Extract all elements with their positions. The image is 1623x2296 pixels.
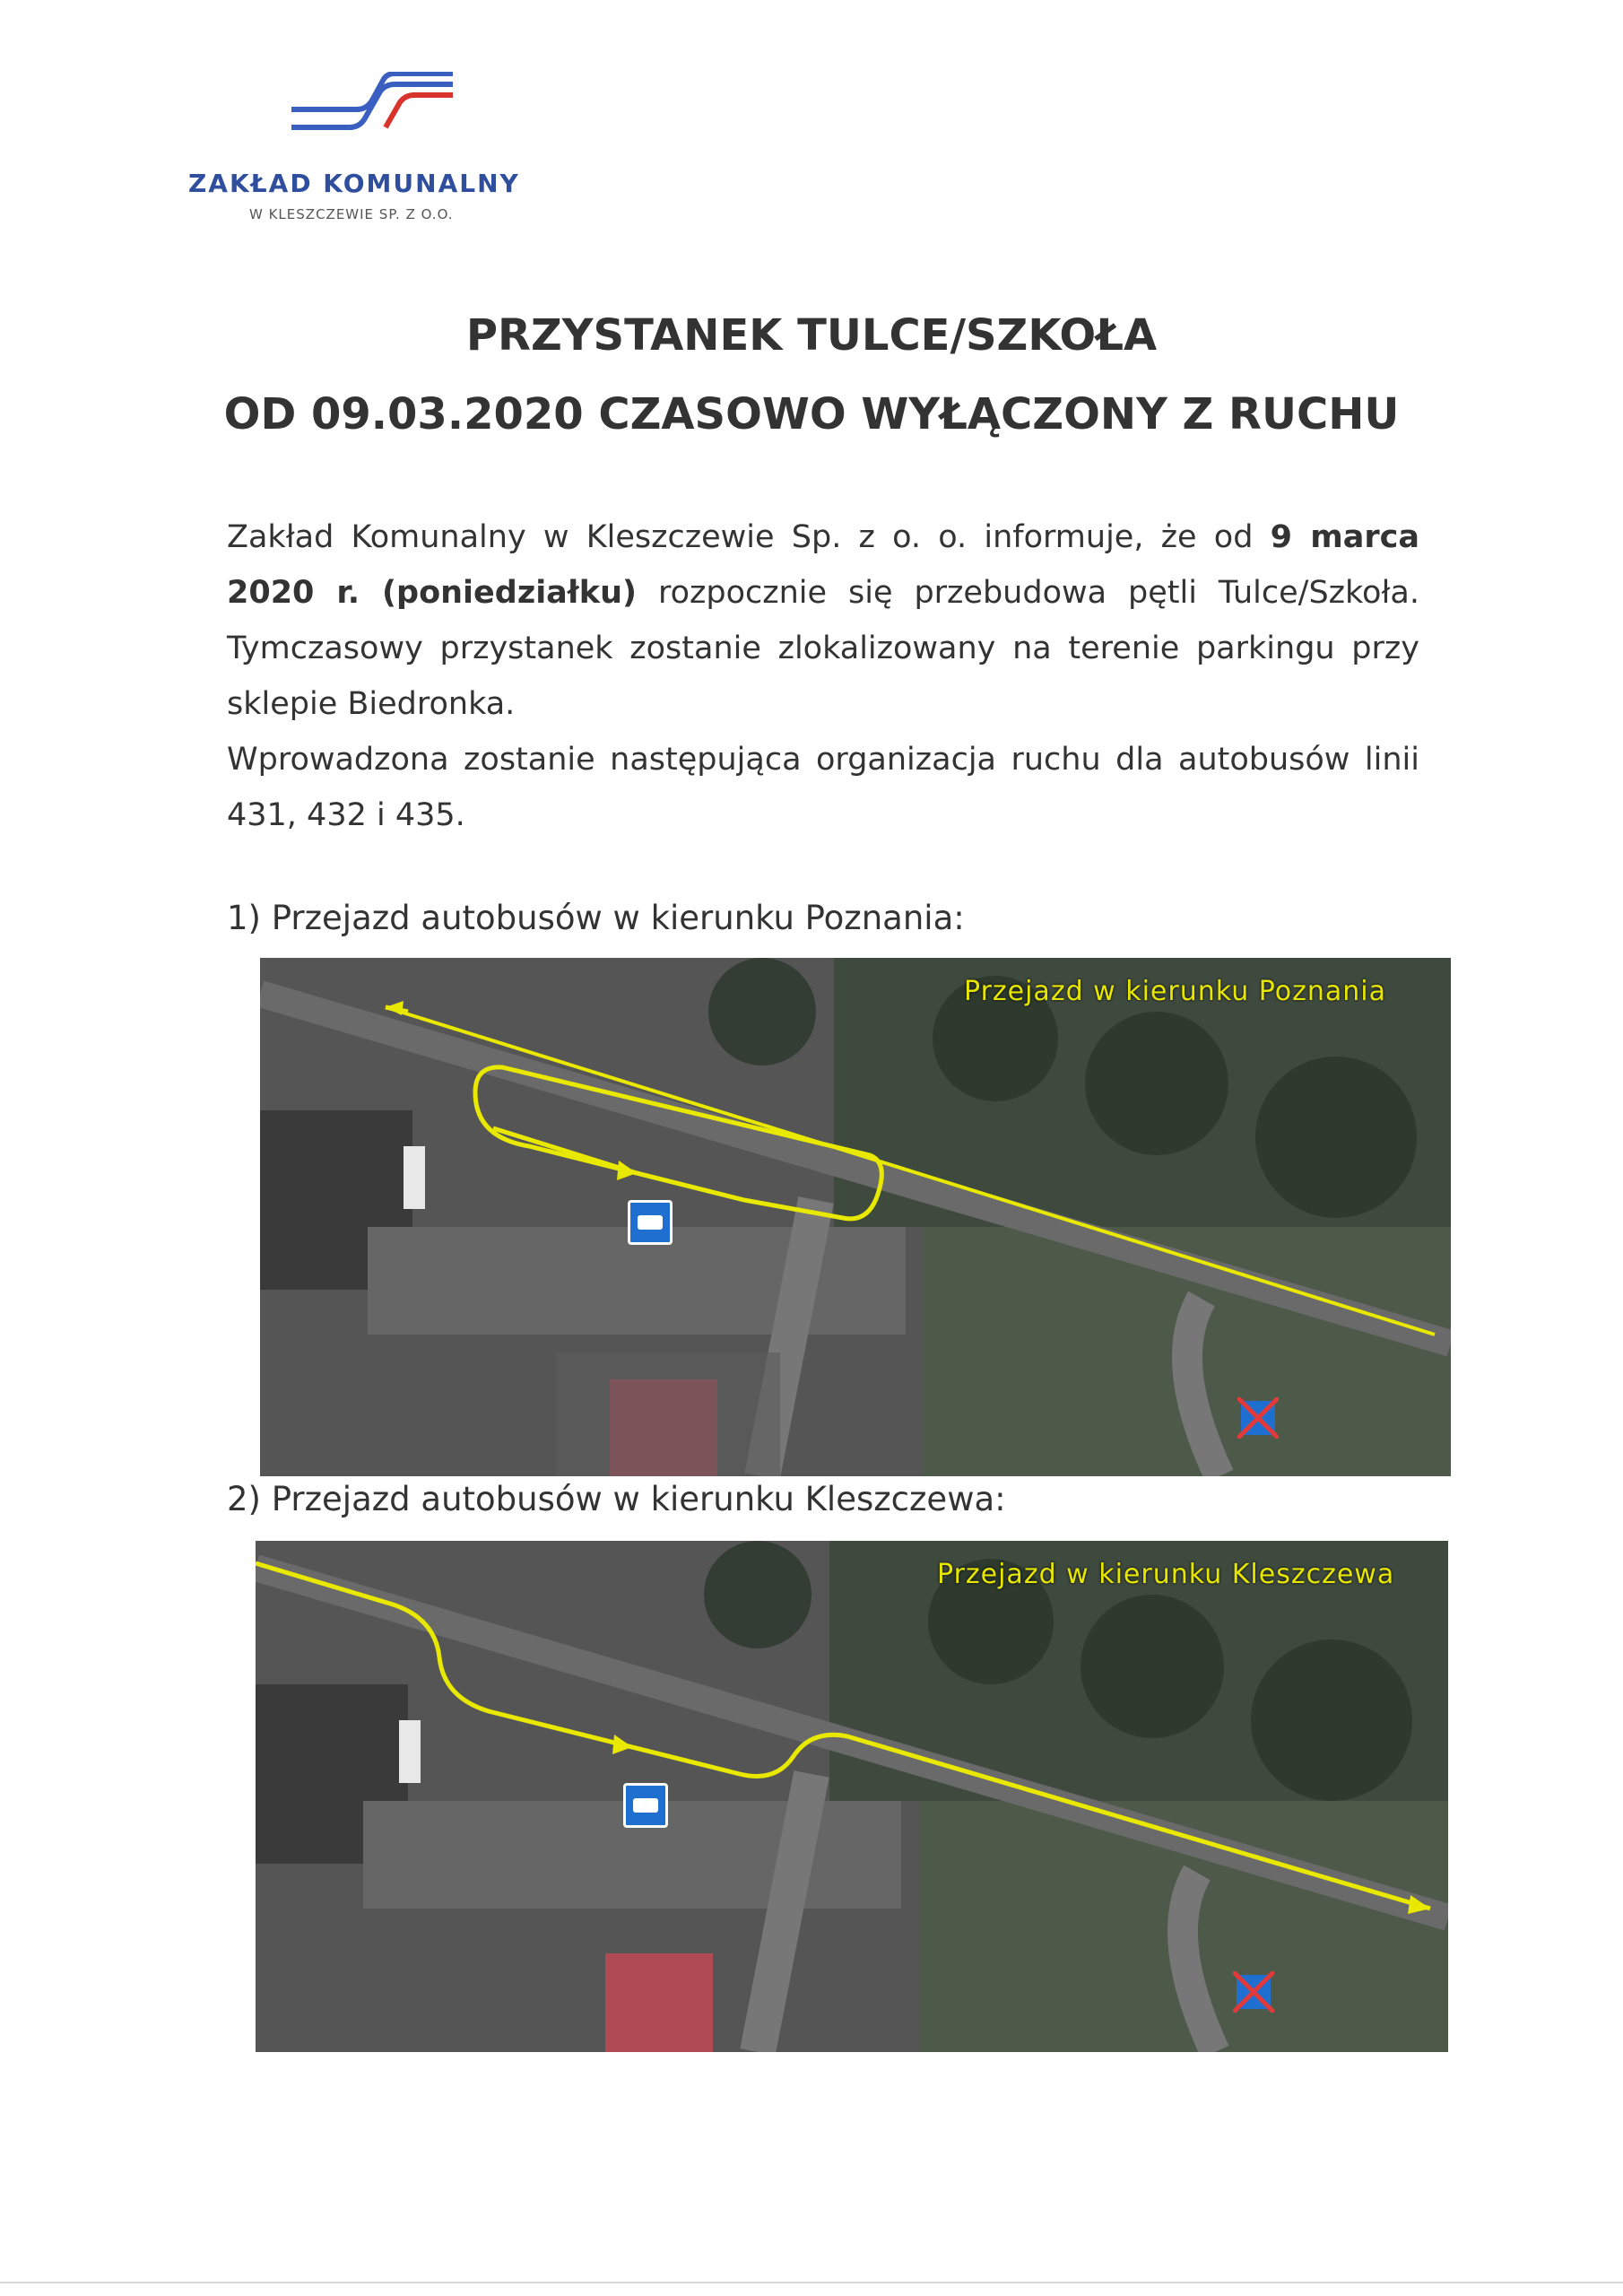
page-bottom-line — [0, 2282, 1623, 2283]
paragraph-2: Wprowadzona zostanie następująca organizacja ruchu dla autobusów linii 431, 432 i 435. — [227, 742, 1419, 833]
map-direction-label: Przejazd w kierunku Kleszczewa — [937, 1559, 1395, 1590]
paragraph-1-date: 9 marca 2020 r. (poniedziałku) — [227, 519, 1419, 611]
section-1-caption: 1) Przejazd autobusów w kierunku Poznania: — [227, 899, 965, 937]
paragraph-1 — [227, 509, 1419, 732]
map-kleszczewo-direction — [256, 1541, 1448, 2052]
paragraph-1-end: rozpocznie się przebudowa pętli Tulce/Szkoła. Tymczasowy przystanek zostanie zlokalizowany na terenie parkingu przy sklepie Biedronka. — [227, 575, 1419, 722]
section-2-caption: 2) Przejazd autobusów w kierunku Kleszczewa: — [227, 1480, 1006, 1518]
announcement-text — [227, 509, 1419, 843]
page-title: PRZYSTANEK TULCE/SZKOŁA — [465, 310, 1158, 361]
company-subtitle: W KLESZCZEWIE SP. Z O.O. — [249, 206, 454, 222]
map-poznan-direction — [260, 958, 1451, 1476]
company-logo — [170, 72, 565, 233]
map-direction-label: Przejazd w kierunku Poznania — [964, 976, 1386, 1007]
paragraph-1-start: Zakład Komunalny w Kleszczewie Sp. z o. o. informuje, że od — [227, 519, 1271, 555]
company-name: ZAKŁAD KOMUNALNY — [188, 169, 520, 198]
temporary-bus-stop-icon — [628, 1200, 673, 1245]
temporary-bus-stop-icon — [623, 1783, 668, 1828]
logo-mark-icon — [287, 72, 457, 144]
closed-bus-stop-icon — [1233, 1971, 1274, 2013]
page-subtitle: OD 09.03.2020 CZASOWO WYŁĄCZONY Z RUCHU — [223, 389, 1400, 439]
closed-bus-stop-icon — [1237, 1397, 1279, 1439]
